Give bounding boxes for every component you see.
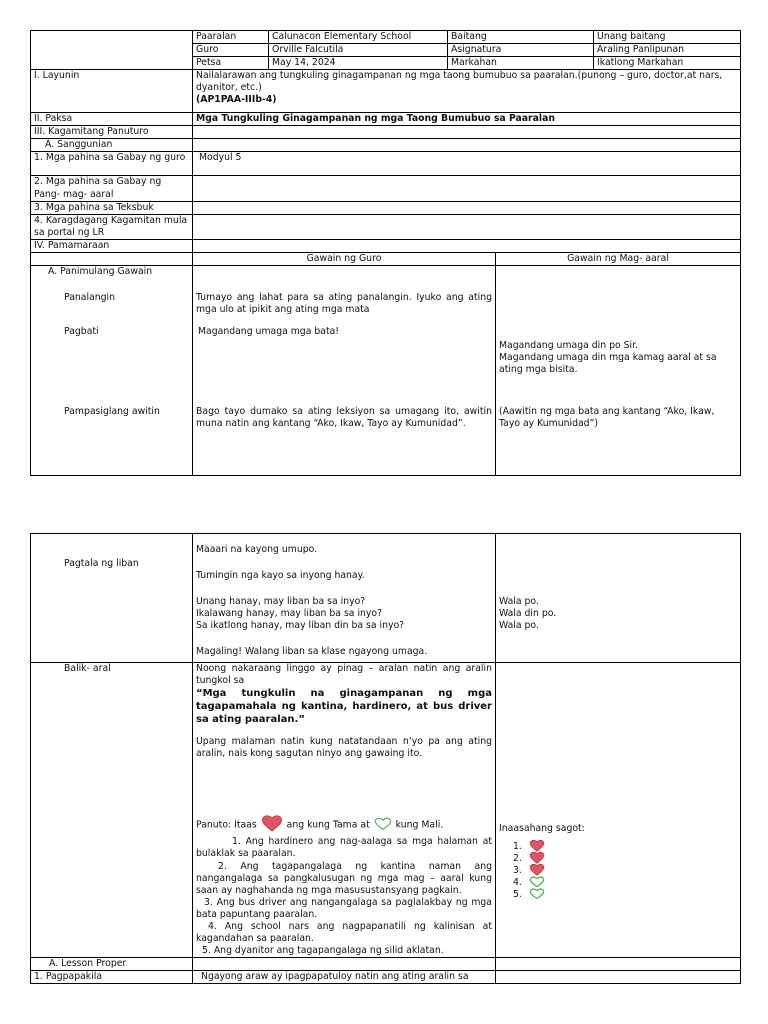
panalangin-label: Panalangin	[64, 292, 116, 304]
panuto-text-c: kung Mali.	[395, 819, 444, 831]
gawain-header-row	[31, 252, 741, 265]
pagtala-label: Pagtala ng liban	[64, 558, 139, 569]
pagtala-line: Sa ikatlong hanay, may liban din ba sa inyo?	[196, 620, 405, 632]
red-heart-icon	[260, 814, 284, 836]
header-value: Calunacon Elementary School	[269, 31, 448, 44]
pagtala-line: Tumingin nga kayo sa inyong hanay.	[196, 570, 365, 582]
panuto-text-b: ang kung Tama at	[286, 819, 370, 831]
pagbati-mag-aaral-2: Magandang umaga din mga kamag aaral at sa ating mga bisita.	[499, 352, 717, 376]
layunin-content	[193, 70, 741, 113]
header-label: Asignatura	[448, 44, 594, 57]
pagtala-mag-aaral	[496, 534, 741, 663]
green-heart-icon	[528, 887, 546, 904]
sagot-line: Wala po.	[499, 620, 539, 632]
header-value: Araling Panlipunan	[594, 44, 741, 57]
layunin-code: (AP1PAA-IIIb-4)	[196, 94, 277, 106]
panalangin-guro: Tumayo ang lahat para sa ating panalangin. Iyuko ang ating mga ulo at ipikit ang ating mga mata	[196, 292, 492, 316]
lesson-proper-row	[31, 958, 741, 971]
karagdagang-label: 4. Karagdagang Kagamitan mula sa portal ng LR	[31, 214, 193, 239]
sanggunian-label: A. Sanggunian	[31, 139, 193, 152]
answer-key-item: 1.	[513, 841, 737, 853]
header-value: Orville Falcutila	[269, 44, 448, 57]
panuto-item: 3. Ang bus driver ang nangangalaga sa paglalakbay ng mga bata papuntang paaralan.	[196, 896, 492, 920]
pagbati-label: Pagbati	[64, 326, 99, 338]
sanggunian-row	[31, 139, 741, 152]
balik-aral-row	[31, 663, 741, 958]
header-label: Petsa	[193, 57, 269, 70]
header-label: Guro	[193, 44, 269, 57]
col-mag-aaral-header: Gawain ng Mag- aaral	[496, 252, 741, 265]
paksa-row	[31, 113, 741, 126]
header-blank-cell	[31, 31, 193, 70]
teksbuk-label: 3. Mga pahina sa Teksbuk	[31, 201, 193, 214]
teksbuk-row	[31, 201, 741, 214]
answer-key-item: 4.	[513, 877, 737, 889]
inaasahang-label: Inaasahang sagot:	[499, 823, 585, 834]
header-label: Markahan	[448, 57, 594, 70]
layunin-text: Nailalarawan ang tungkuling ginagampanan ng mga taong bumubuo sa paaralan.(punong – guro, doctor,at nars, dyanitor, etc.)	[196, 70, 723, 94]
gabay-guro-value: Modyul 5	[193, 152, 741, 176]
pagtala-line: Magaling! Walang liban sa klase ngayong umaga.	[196, 646, 428, 658]
pagtala-line: Ikalawang hanay, may liban ba sa inyo?	[196, 608, 383, 620]
sagot-line: Wala po.	[499, 596, 539, 607]
panuto-item: 4. Ang school nars ang nagpapanatili ng kalinisan at kagandahan sa paaralan.	[196, 920, 492, 945]
balik-upang: Upang malaman natin kung natatandaan n’yo pa ang ating aralin, nais kong sagutan ninyo ang gawaing ito.	[196, 736, 492, 760]
lesson-proper-label: A. Lesson Proper	[31, 958, 193, 971]
awitin-label: Pampasiglang awitin	[64, 406, 160, 418]
awitin-guro: Bago tayo dumako sa ating leksiyon sa umagang ito, awitin muna natin ang kantang “Ako, Ikaw, Tayo ay Kumunidad”.	[196, 406, 492, 430]
panimulang-guro	[193, 266, 496, 476]
pagpapakila-text: Ngayong araw ay ipagpapatuloy natin ang ating aralin sa	[193, 971, 496, 984]
balik-label: Balik- aral	[64, 663, 111, 674]
panuto-line	[196, 814, 492, 836]
pamamaraan-row	[31, 239, 741, 252]
balik-mag-aaral	[496, 663, 741, 958]
header-label: Paaralan	[193, 31, 269, 44]
gabay-guro-row	[31, 152, 741, 176]
header-value: Unang baitang	[594, 31, 741, 44]
answer-key-item: 2.	[513, 853, 737, 865]
gabay-guro-label: 1. Mga pahina sa Gabay ng guro	[31, 152, 193, 176]
panimulang-left	[31, 266, 193, 476]
pagbati-guro: Magandang umaga mga bata!	[198, 326, 340, 338]
karagdagang-row	[31, 214, 741, 239]
balik-guro	[193, 663, 496, 958]
pagtala-line: Unang hanay, may liban ba sa inyo?	[196, 596, 366, 608]
pagbati-mag-aaral-1: Magandang umaga din po Sir.	[499, 340, 639, 352]
pagtala-line: Maaari na kayong umupo.	[196, 544, 318, 555]
answer-key-item: 3.	[513, 865, 737, 877]
panuto-text-a: Panuto: Itaas	[196, 819, 257, 831]
balik-topic: “Mga tungkulin na ginagampanan ng mga tagapamahala ng kantina, hardinero, at bus driver sa ating paaralan.”	[196, 688, 492, 726]
balik-left	[31, 663, 193, 958]
kagamitan-label: III. Kagamitang Panuturo	[31, 126, 193, 139]
gabay-mag-aaral-row	[31, 176, 741, 201]
answer-key-list	[513, 841, 737, 901]
lesson-plan-table-page-2	[30, 533, 741, 984]
header-label: Baitang	[448, 31, 594, 44]
pagtala-left	[31, 534, 193, 663]
lesson-plan-table-page-1	[30, 30, 741, 476]
panimulang-gawain-row	[31, 266, 741, 476]
awitin-mag-aaral: (Aawitin ng mga bata ang kantang “Ako, Ikaw, Tayo ay Kumunidad”)	[499, 406, 715, 430]
panimulang-mag-aaral	[496, 266, 741, 476]
header-row-paaralan	[31, 31, 741, 44]
panuto-item: 2. Ang tagapangalaga ng kantina naman ang nangangalaga sa pangkalusugan ng mga mag – aaral kung saan ay naghahanda ng mga masusustansyang pagkain.	[196, 860, 492, 896]
layunin-row	[31, 70, 741, 113]
pagpapakila-row	[31, 971, 741, 984]
balik-intro: Noong nakaraang linggo ay pinag – aralan natin ang aralin tungkol sa	[196, 663, 492, 687]
sagot-line: Wala din po.	[499, 608, 557, 620]
panuto-item: 1. Ang hardinero ang nag-aalaga sa mga halaman at bulaklak sa paaralan.	[196, 836, 492, 860]
kagamitan-row	[31, 126, 741, 139]
green-heart-icon	[373, 816, 393, 835]
panimulang-label: A. Panimulang Gawain	[48, 266, 153, 278]
header-value: Ikatlong Markahan	[594, 57, 741, 70]
header-value: May 14, 2024	[269, 57, 448, 70]
paksa-title: Mga Tungkuling Ginagampanan ng mga Taong Bumubuo sa Paaralan	[193, 113, 741, 126]
layunin-label: I. Layunin	[31, 70, 193, 113]
answer-key-item: 5.	[513, 889, 737, 901]
col-guro-header: Gawain ng Guro	[193, 252, 496, 265]
panuto-item: 5. Ang dyanitor ang tagapangalaga ng silid aklatan.	[202, 945, 444, 957]
paksa-label: II. Paksa	[31, 113, 193, 126]
pamamaraan-label: IV. Pamamaraan	[31, 239, 193, 252]
pagtala-guro	[193, 534, 496, 663]
pagtala-row	[31, 534, 741, 663]
gabay-mag-aaral-label: 2. Mga pahina sa Gabay ng Pang- mag- aaral	[31, 176, 193, 201]
pagpapakila-label: 1. Pagpapakila	[31, 971, 193, 984]
